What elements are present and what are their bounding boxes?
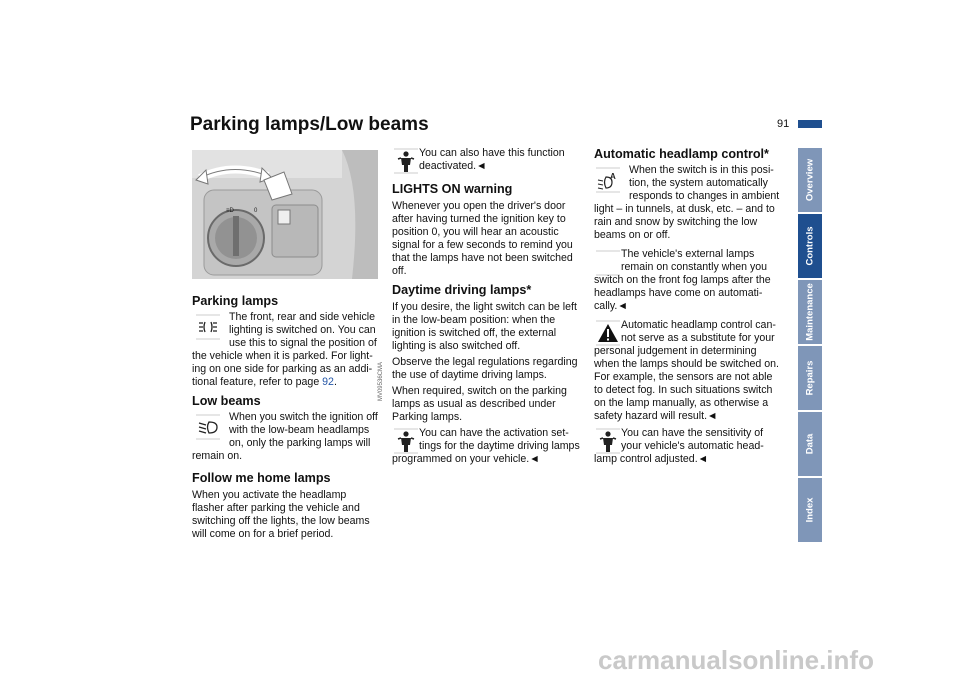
- text-line: use this to signal the position of: [229, 337, 377, 349]
- text-line: headlamps have come on automati-: [594, 287, 763, 299]
- text-line: You can have the sensitivity of: [621, 427, 764, 439]
- text-line: the use of daytime driving lamps.: [392, 369, 547, 381]
- text-line: switch on the front fog lamps after the: [594, 274, 771, 286]
- tab-maintenance[interactable]: [798, 280, 822, 344]
- text-fragment: .: [333, 376, 337, 388]
- text-line: on the lamp manually, as otherwise a: [594, 397, 769, 409]
- text-line: remain on constantly when you: [621, 261, 768, 273]
- text-line: The front, rear and side vehicle: [229, 311, 376, 323]
- section-automatic-headlamp-control: [594, 147, 786, 162]
- text-line: programmed on your vehicle.◄: [392, 453, 540, 465]
- parking-lamps-text-indented: [229, 311, 384, 350]
- text-line: on, only the parking lamps will: [229, 437, 371, 449]
- text-line: deactivated.◄: [419, 160, 487, 172]
- text-line: Automatic headlamp control can-: [621, 319, 776, 331]
- light-switch-illustration: [192, 150, 378, 279]
- tab-repairs-label: Repairs: [804, 360, 816, 396]
- section-lights-on-warning: [392, 182, 587, 278]
- text-line: your vehicle's automatic head-: [621, 440, 764, 452]
- heading-daytime-driving-lamps: Daytime driving lamps*: [392, 283, 532, 297]
- text-line: Parking lamps.: [392, 411, 463, 423]
- text-line: For example, the sensors are not able: [594, 371, 773, 383]
- text-line: off.: [392, 265, 407, 277]
- text-line: in the low-beam position: when the: [392, 314, 556, 326]
- text-line: personal judgement in determining: [594, 345, 757, 357]
- section-parking-lamps: [192, 294, 382, 309]
- heading-parking-lamps: Parking lamps: [192, 294, 279, 308]
- text-line: When required, switch on the parking: [392, 385, 567, 397]
- note-icon: [595, 250, 621, 276]
- auto-headlamp-text: [594, 203, 789, 242]
- text-line: ing on one side for parking as an addi-: [192, 363, 373, 375]
- text-line: to detect fog. In such situations switch: [594, 384, 773, 396]
- external-lamps-text: [594, 274, 789, 313]
- deactivate-note: [419, 147, 584, 173]
- text-line: [192, 376, 384, 389]
- text-line: You can also have this function: [419, 147, 565, 159]
- tab-data[interactable]: [798, 412, 822, 476]
- page-number-bar: [798, 120, 822, 128]
- text-line: You can have the activation set-: [419, 427, 569, 439]
- section-daytime-driving-lamps: [392, 283, 587, 424]
- tab-maintenance-label: Maintenance: [804, 283, 816, 341]
- text-line: the vehicle when it is parked. For light-: [192, 350, 373, 362]
- text-line: lamps as usual as described under: [392, 398, 556, 410]
- svg-text:≡D: ≡D: [226, 208, 234, 214]
- text-line: flasher after parking the vehicle and: [192, 502, 360, 514]
- text-line: lamp control adjusted.◄: [594, 453, 709, 465]
- low-beams-text: [192, 450, 384, 463]
- text-fragment: tional feature, refer to page: [192, 376, 323, 388]
- service-person-icon: [595, 428, 621, 454]
- text-line: lighting is switched on. You can: [229, 324, 376, 336]
- low-beam-icon: [195, 414, 221, 440]
- heading-automatic-headlamp-control: Automatic headlamp control*: [594, 147, 769, 161]
- tab-controls[interactable]: [798, 214, 822, 278]
- sensitivity-text-indented: [621, 427, 789, 453]
- text-line: When the switch is in this posi-: [629, 164, 774, 176]
- text-line: switching off the lights, the low beams: [192, 515, 370, 527]
- text-line: When you activate the headlamp: [192, 489, 347, 501]
- section-tabs: [798, 148, 822, 544]
- service-person-icon: [393, 148, 419, 174]
- text-line: safety hazard will result.◄: [594, 410, 718, 422]
- text-line: beams on or off.: [594, 229, 671, 241]
- text-line: will come on for a brief period.: [192, 528, 334, 540]
- text-line: tion, the system automatically: [629, 177, 768, 189]
- tab-index-label: Index: [804, 497, 816, 523]
- text-line: when the lamps should be switched on.: [594, 358, 779, 370]
- tab-repairs[interactable]: [798, 346, 822, 410]
- text-line: with the low-beam headlamps: [229, 424, 370, 436]
- text-line: light – in tunnels, at dusk, etc. – and to: [594, 203, 775, 215]
- text-line: ignition is switched off, the external: [392, 327, 557, 339]
- tab-index[interactable]: [798, 478, 822, 542]
- text-line: The vehicle's external lamps: [621, 248, 755, 260]
- watermark: carmanualsonline.info: [598, 645, 874, 675]
- text-line: rain and snow by switching the low: [594, 216, 758, 228]
- heading-low-beams: Low beams: [192, 394, 261, 408]
- page-number: 91: [777, 118, 790, 130]
- caution-text-indented: [621, 319, 789, 345]
- heading-follow-me-home: Follow me home lamps: [192, 471, 331, 485]
- svg-text:A: A: [610, 172, 616, 181]
- section-follow-me-home: [192, 471, 384, 541]
- text-line: after having turned the ignition key to: [392, 213, 566, 225]
- heading-lights-on-warning: LIGHTS ON warning: [392, 182, 513, 196]
- page-title: Parking lamps/Low beams: [190, 114, 429, 135]
- tab-controls-label: Controls: [804, 226, 816, 266]
- daytime-note-indented: [419, 427, 587, 453]
- text-line: Observe the legal regulations regarding: [392, 356, 578, 368]
- text-line: lighting is also switched off.: [392, 340, 521, 352]
- text-line: remain on.: [192, 450, 243, 462]
- image-code: MV09536CMA: [378, 362, 384, 402]
- caution-text: [594, 345, 789, 423]
- text-line: signal for a few seconds to remind you: [392, 239, 573, 251]
- text-line: responds to changes in ambient: [629, 190, 780, 202]
- auto-headlamp-text-indented: [629, 164, 789, 203]
- external-lamps-text-indented: [621, 248, 789, 274]
- text-line: position 0, you will hear an acoustic: [392, 226, 559, 238]
- text-line: When you switch the ignition off: [229, 411, 378, 423]
- svg-text:0: 0: [254, 208, 258, 214]
- tab-overview-label: Overview: [804, 158, 816, 202]
- text-line: Whenever you open the driver's door: [392, 200, 566, 212]
- parking-lamp-icon: [195, 314, 221, 340]
- text-line: tings for the daytime driving lamps: [419, 440, 580, 452]
- page-ref-link[interactable]: 92: [322, 376, 334, 388]
- tab-data-label: Data: [804, 433, 816, 455]
- text-line: If you desire, the light switch can be left: [392, 301, 577, 313]
- text-line: not serve as a substitute for your: [621, 332, 775, 344]
- tab-overview[interactable]: [798, 148, 822, 212]
- warning-icon: [595, 320, 621, 346]
- text-line: that the lamps have not been switched: [392, 252, 573, 264]
- section-low-beams: [192, 394, 382, 409]
- auto-headlamp-icon: [595, 167, 621, 193]
- service-person-icon: [393, 428, 419, 454]
- daytime-note-text: [392, 453, 587, 466]
- parking-lamps-text: [192, 350, 384, 389]
- sensitivity-text: [594, 453, 789, 466]
- low-beams-text-indented: [229, 411, 384, 450]
- text-line: cally.◄: [594, 300, 628, 312]
